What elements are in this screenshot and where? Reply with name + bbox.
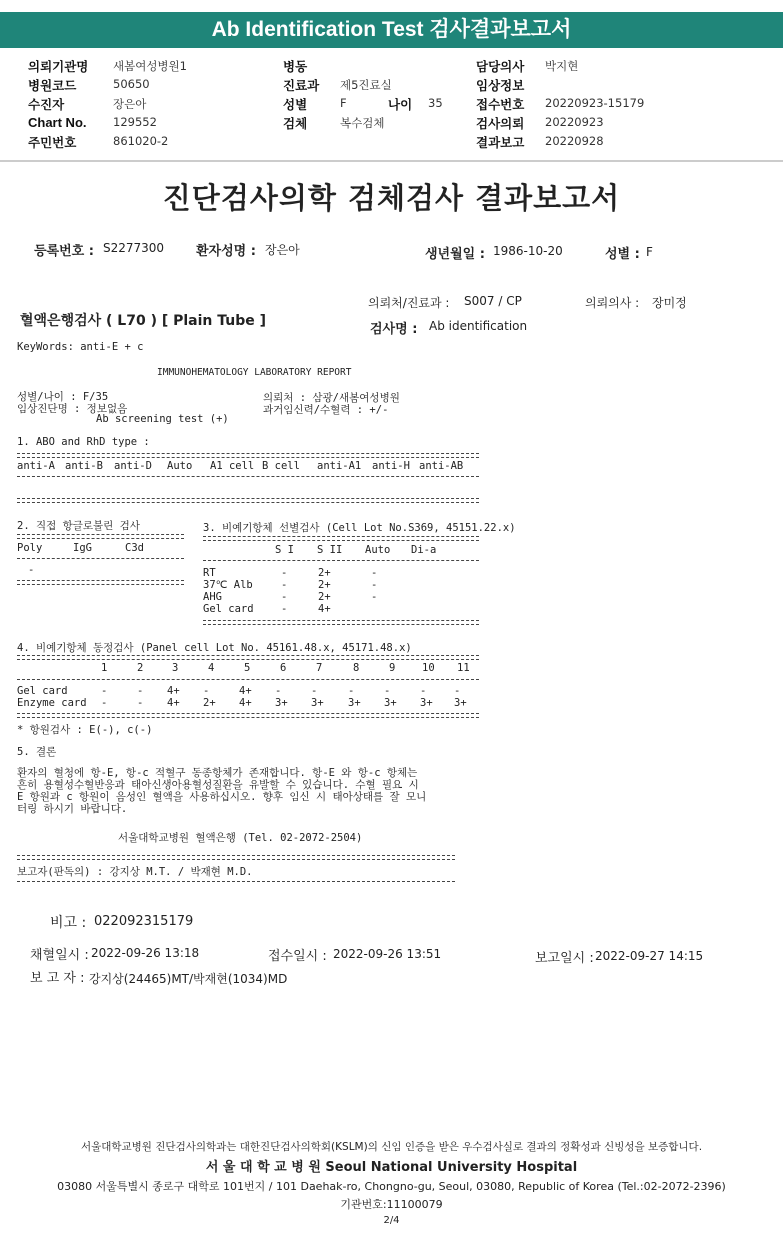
org-code: 기관번호:11100079 (340, 1198, 443, 1211)
label-test-name: 검사명 : (370, 322, 418, 337)
rule (17, 713, 479, 718)
value-requester: 새봄여성병원1 (113, 59, 187, 73)
value-hospital-code: 50650 (113, 77, 150, 91)
conclusion-line: 터링 하시기 바랍니다. (17, 803, 128, 815)
value-dob: 1986-10-20 (493, 244, 563, 258)
page-number: 2/4 (383, 1215, 400, 1226)
panel-cell: 4+ (239, 697, 252, 709)
panel-cell: 4+ (167, 685, 180, 697)
value-reg-no: S2277300 (103, 241, 165, 255)
value-reporter: 강지상(24465)MT/박재현(1034)MD (89, 972, 288, 986)
panel-cell: - (348, 685, 355, 697)
panel-cell: - (203, 685, 210, 697)
rule (203, 536, 479, 541)
screening-row-label: Gel card (203, 603, 254, 615)
panel-column-header: 6 (280, 662, 287, 674)
screening-cell: 2+ (318, 579, 331, 591)
divider (0, 160, 783, 162)
panel-cell: 4+ (167, 697, 180, 709)
value-test-name: Ab identification (429, 319, 528, 333)
label-received: 접수일시 : (268, 949, 327, 964)
panel-cell: 3+ (348, 697, 361, 709)
value-patient-name: 장은아 (265, 243, 300, 257)
panel-cell: 3+ (420, 697, 433, 709)
label-report-date: 결과보고 (476, 135, 525, 150)
screening-row-label: RT (203, 567, 216, 579)
abo-column-header: B cell (262, 460, 300, 472)
value-resident-no: 861020-2 (113, 134, 169, 148)
conclusion-text (17, 767, 426, 815)
abo-column-header: anti-A (17, 460, 55, 472)
value-sex: F (340, 96, 347, 110)
value-remark: 022092315179 (94, 914, 194, 929)
test-section-title: 혈액은행검사 ( L70 ) [ Plain Tube ] (20, 313, 267, 329)
screening-cell: - (281, 603, 288, 615)
label-collected: 채혈일시 : (30, 948, 89, 963)
panel-cell: - (275, 685, 282, 697)
panel-column-header: 1 (101, 662, 108, 674)
sex-age: 성별/나이 : F/35 (17, 391, 109, 403)
screening-cell: - (281, 591, 288, 603)
screening-cell: - (281, 579, 288, 591)
rule (17, 534, 184, 539)
abo-column-header: Auto (167, 460, 193, 472)
rule (203, 620, 479, 625)
label-department: 진료과 (283, 78, 320, 93)
panel-row-label: Enzyme card (17, 697, 87, 709)
value-ordering-doctor: 장미정 (652, 296, 687, 310)
section4-title: 4. 비예기항체 동정검사 (Panel cell Lot No. 45161.48.x, 45171.48.x) (17, 642, 412, 654)
panel-column-header: 3 (172, 662, 179, 674)
panel-rows (17, 685, 487, 713)
screening-cell: 2+ (318, 591, 331, 603)
label-reported: 보고일시 : (535, 951, 594, 966)
screening-rows (203, 567, 479, 619)
rule (17, 859, 455, 860)
label-request-date: 검사의뢰 (476, 116, 525, 131)
panel-cell: - (311, 685, 318, 697)
panel-column-header: 7 (316, 662, 323, 674)
panel-cell: 3+ (454, 697, 467, 709)
screening-cell: - (371, 591, 378, 603)
label-resident-no: 주민번호 (28, 135, 77, 150)
value-reported: 2022-09-27 14:15 (595, 949, 704, 963)
dat-value: - (28, 564, 35, 576)
screening-columns (203, 544, 479, 558)
panel-columns (17, 662, 487, 676)
label-receipt-no: 접수번호 (476, 97, 525, 112)
dat-columns (17, 542, 187, 556)
label-specimen: 검체 (283, 116, 308, 131)
panel-cell: - (101, 685, 108, 697)
label-sex: 성별 (283, 97, 308, 112)
conclusion-line: 환자의 혈청에 항-E, 항-c 적혈구 동종항체가 존재합니다. 항-E 와 항-c 항체는 (17, 767, 418, 779)
label-chart-no: Chart No. (28, 115, 87, 130)
lab-referrer: 의뢰처 : 삼광/새봄여성병원 (263, 392, 400, 404)
screening-column-header: S I (275, 544, 294, 556)
rule (17, 476, 479, 477)
panel-cell: 3+ (384, 697, 397, 709)
value-chart-no: 129552 (113, 115, 157, 129)
value-receipt-no: 20220923-15179 (545, 96, 645, 110)
conclusion-line: E 항원과 c 항원이 음성인 혈액을 사용하십시오. 향후 임신 시 태아상태를 잘 모니 (17, 791, 427, 803)
value-doctor: 박지현 (545, 59, 579, 73)
dat-column-header: C3d (125, 542, 144, 554)
abo-column-header: anti-D (114, 460, 152, 472)
abo-column-header: A1 cell (210, 460, 255, 472)
abo-column-header: anti-A1 (317, 460, 362, 472)
label-dept: 의뢰처/진료과 : (368, 296, 450, 310)
value-specimen: 복수검체 (340, 116, 385, 130)
label-hospital-code: 병원코드 (28, 78, 77, 93)
label-patient: 수진자 (28, 97, 65, 112)
screening-row-label: AHG (203, 591, 222, 603)
history: 과거임신력/수혈력 : +/- (263, 404, 389, 416)
value-department: 제5진료실 (340, 78, 392, 92)
panel-column-header: 8 (353, 662, 360, 674)
value-report-sex: F (646, 245, 653, 259)
abo-columns (17, 460, 487, 474)
panel-column-header: 2 (137, 662, 144, 674)
rule (17, 855, 455, 856)
value-age: 35 (428, 96, 443, 110)
screening-cell: - (371, 579, 378, 591)
panel-cell: 4+ (239, 685, 252, 697)
panel-cell: - (101, 697, 108, 709)
screening-cell: - (281, 567, 288, 579)
value-collected: 2022-09-26 13:18 (91, 946, 200, 960)
section2-title: 2. 직접 항글로불린 검사 (17, 520, 140, 532)
label-patient-name: 환자성명 : (196, 244, 256, 259)
value-report-date: 20220928 (545, 134, 604, 148)
label-report-sex: 성별 : (605, 247, 640, 262)
panel-column-header: 11 (457, 662, 470, 674)
lab-heading: IMMUNOHEMATOLOGY LABORATORY REPORT (157, 367, 352, 378)
panel-row-label: Gel card (17, 685, 68, 697)
accreditation-note: 서울대학교병원 진단검사의학과는 대한진단검사의학회(KSLM)의 신임 인증을 받은 우수검사실로 결과의 정확성과 신빙성을 보증합니다. (80, 1141, 703, 1153)
panel-cell: - (454, 685, 461, 697)
dat-column-header: IgG (73, 542, 92, 554)
antigen-result: * 항원검사 : E(-), c(-) (17, 724, 153, 736)
rule (17, 498, 479, 503)
blood-bank: 서울대학교병원 혈액은행 (Tel. 02-2072-2504) (118, 832, 363, 844)
section5-title: 5. 결론 (17, 746, 57, 758)
screening-cell: 2+ (318, 567, 331, 579)
label-ward: 병동 (283, 59, 308, 74)
panel-cell: 3+ (275, 697, 288, 709)
lab-reporter: 보고자(판독의) : 강지상 M.T. / 박재현 M.D. (17, 866, 253, 878)
hospital-address: 03080 서울특별시 종로구 대학로 101번지 / 101 Daehak-ro, Chongno-gu, Seoul, 03080, Republic of Korea (Tel.:02-2072-2396) (57, 1180, 726, 1193)
screening-column-header: S II (317, 544, 343, 556)
panel-cell: - (137, 697, 144, 709)
report-title-banner: Ab Identification Test 검사결과보고서 (0, 12, 783, 48)
panel-cell: 3+ (311, 697, 324, 709)
screening-column-header: Auto (365, 544, 391, 556)
label-reporter: 보 고 자 : (30, 971, 85, 986)
label-age: 나이 (388, 97, 413, 112)
label-remark: 비고 : (50, 915, 87, 931)
hospital-name: 서 울 대 학 교 병 원 Seoul National University Hospital (205, 1160, 578, 1175)
rule (17, 558, 184, 559)
value-patient: 장은아 (113, 97, 147, 111)
rule (17, 580, 184, 585)
section3-title: 3. 비예기항체 선별검사 (Cell Lot No.S369, 45151.22.x) (203, 522, 516, 534)
panel-column-header: 5 (244, 662, 251, 674)
section1-title: 1. ABO and RhD type : (17, 436, 150, 448)
dat-column-header: Poly (17, 542, 43, 554)
panel-cell: 2+ (203, 697, 216, 709)
panel-cell: - (420, 685, 427, 697)
rule (17, 655, 479, 660)
rule (203, 560, 479, 561)
screening-row-label: 37℃ Alb (203, 579, 253, 591)
abo-column-header: anti-AB (419, 460, 464, 472)
abo-column-header: anti-H (372, 460, 410, 472)
label-doctor: 담당의사 (476, 59, 525, 74)
panel-cell: - (137, 685, 144, 697)
diagnosis: 임상진단명 : 정보없음 (17, 403, 128, 415)
rule (17, 679, 479, 680)
conclusion-line: 흔히 용혈성수혈반응과 태아신생아용혈성질환을 유발할 수 있습니다. 수혈 필요 시 (17, 779, 419, 791)
value-request-date: 20220923 (545, 115, 604, 129)
value-dept: S007 / CP (464, 294, 522, 308)
abo-column-header: anti-B (65, 460, 103, 472)
panel-cell: - (384, 685, 391, 697)
label-ordering-doctor: 의뢰의사 : (585, 296, 640, 310)
value-received: 2022-09-26 13:51 (333, 947, 442, 961)
rule (17, 453, 479, 458)
screening-cell: - (371, 567, 378, 579)
label-reg-no: 등록번호 : (34, 244, 94, 259)
rule (17, 881, 455, 882)
label-clinical-info: 임상정보 (476, 78, 525, 93)
panel-column-header: 9 (389, 662, 396, 674)
panel-column-header: 10 (422, 662, 435, 674)
screen-result: Ab screening test (+) (96, 413, 229, 425)
report-main-title: 진단검사의학 검체검사 결과보고서 (162, 181, 621, 215)
keywords: KeyWords: anti-E + c (17, 341, 144, 353)
screening-cell: 4+ (318, 603, 331, 615)
panel-column-header: 4 (208, 662, 215, 674)
label-requester: 의뢰기관명 (28, 59, 89, 74)
label-dob: 생년월일 : (425, 247, 485, 262)
screening-column-header: Di-a (411, 544, 437, 556)
